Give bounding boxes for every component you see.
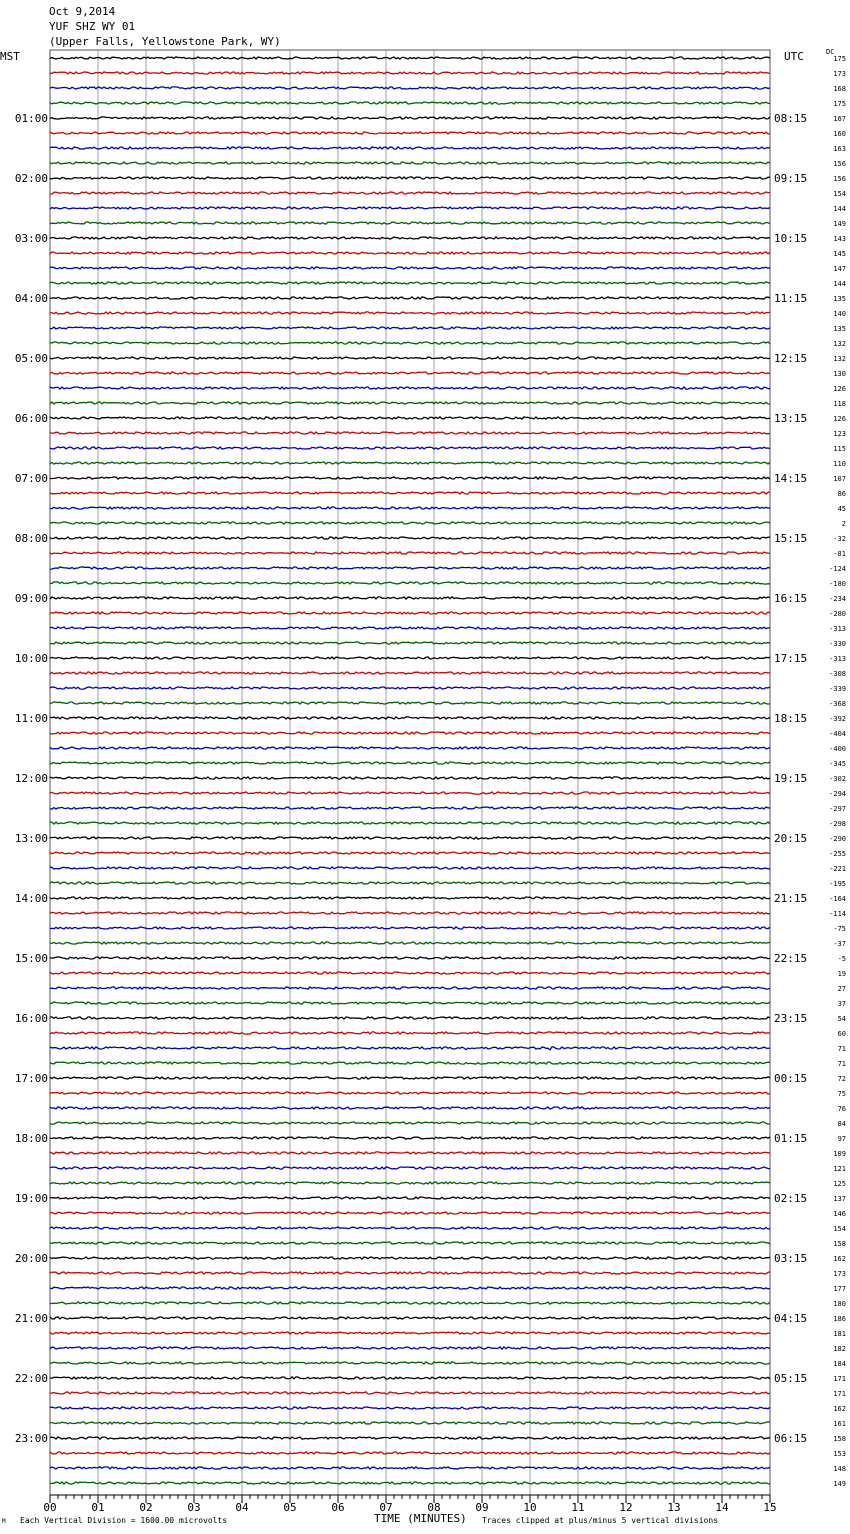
trace-line [50, 57, 770, 59]
dc-offset-label: -255 [829, 850, 846, 858]
trace-line [50, 597, 770, 599]
trace-line [50, 957, 770, 959]
dc-offset-label: 107 [833, 475, 846, 483]
dc-offset-label: -124 [829, 565, 846, 573]
trace-line [50, 1047, 770, 1050]
dc-offset-label: -114 [829, 910, 846, 918]
dc-offset-label: 149 [833, 1480, 846, 1488]
trace-line [50, 162, 770, 164]
x-axis-label: TIME (MINUTES) [374, 1512, 467, 1525]
dc-offset-label: -37 [833, 940, 846, 948]
trace-line [50, 777, 770, 779]
dc-offset-label: 54 [837, 1015, 846, 1023]
trace-line [50, 1482, 770, 1484]
trace-line [50, 1077, 770, 1079]
trace-line [50, 747, 770, 749]
trace-line [50, 1377, 770, 1379]
dc-offset-label: 86 [837, 490, 846, 498]
dc-offset-label: 149 [833, 220, 846, 228]
station-code: YUF SHZ WY 01 [49, 20, 136, 33]
trace-line [50, 117, 770, 119]
trace-line [50, 1197, 770, 1199]
hour-label-left: 11:00 [14, 712, 48, 725]
dc-offset-label: -400 [829, 745, 846, 753]
dc-offset-label: 143 [833, 235, 846, 243]
hour-label-left: 17:00 [14, 1072, 48, 1085]
dc-offset-label: 163 [833, 145, 846, 153]
dc-offset-label: 126 [833, 415, 846, 423]
dc-offset-label: 19 [837, 970, 846, 978]
trace-line [50, 1347, 770, 1349]
x-tick-label: 09 [475, 1501, 489, 1514]
hour-label-left: 10:00 [14, 652, 48, 665]
trace-line [50, 1272, 770, 1274]
trace-line [50, 222, 770, 224]
dc-offset-label: 137 [833, 1195, 846, 1203]
dc-offset-label: 37 [837, 1000, 846, 1008]
dc-offset-label: 60 [837, 1030, 846, 1038]
hour-label-left: 22:00 [14, 1372, 48, 1385]
dc-offset-label: -32 [833, 535, 846, 543]
trace-line [50, 462, 770, 464]
trace-line [50, 762, 770, 764]
hour-label-right: 20:15 [774, 832, 808, 845]
hour-label-left: 15:00 [14, 952, 48, 965]
x-tick-label: 05 [283, 1501, 297, 1514]
trace-line [50, 582, 770, 584]
hour-label-left: 09:00 [14, 592, 48, 605]
dc-offset-label: 160 [833, 130, 846, 138]
hour-label-right: 16:15 [774, 592, 808, 605]
trace-line [50, 1212, 770, 1214]
trace-line [50, 1092, 770, 1094]
trace-line [50, 912, 770, 914]
hour-label-right: 04:15 [774, 1312, 808, 1325]
dc-offset-label: 154 [833, 1225, 846, 1233]
trace-line [50, 327, 770, 329]
trace-line [50, 207, 770, 209]
trace-line [50, 1422, 770, 1424]
hour-label-right: 21:15 [774, 892, 808, 905]
dc-offset-label: -221 [829, 865, 846, 873]
trace-line [50, 1227, 770, 1229]
trace-line [50, 387, 770, 389]
dc-offset-label: 72 [837, 1075, 846, 1083]
hour-label-right: 10:15 [774, 232, 808, 245]
dc-offset-label: 115 [833, 445, 846, 453]
trace-line [50, 297, 770, 299]
dc-offset-label: 132 [833, 355, 846, 363]
trace-line [50, 987, 770, 989]
trace-line [50, 252, 770, 254]
trace-line [50, 1107, 770, 1109]
trace-line [50, 642, 770, 644]
dc-offset-label: -302 [829, 775, 846, 783]
dc-offset-label: 121 [833, 1165, 846, 1173]
dc-offset-label: 177 [833, 1285, 846, 1293]
dc-offset-label: -392 [829, 715, 846, 723]
trace-line [50, 102, 770, 104]
x-tick-label: 07 [379, 1501, 393, 1514]
trace-line [50, 657, 770, 659]
dc-offset-label: -280 [829, 610, 846, 618]
trace-line [50, 1317, 770, 1319]
x-tick-label: 12 [619, 1501, 633, 1514]
hour-label-right: 09:15 [774, 172, 808, 185]
dc-offset-label: -75 [833, 925, 846, 933]
dc-offset-label: 146 [833, 1210, 846, 1218]
trace-line [50, 672, 770, 674]
trace-line [50, 1332, 770, 1334]
x-tick-label: 02 [139, 1501, 153, 1514]
hour-label-right: 03:15 [774, 1252, 808, 1265]
trace-line [50, 852, 770, 854]
trace-line [50, 357, 770, 359]
dc-offset-label: 175 [833, 100, 846, 108]
x-tick-label: 00 [43, 1501, 57, 1514]
dc-offset-label: 110 [833, 460, 846, 468]
trace-line [50, 732, 770, 734]
dc-offset-label: 27 [837, 985, 846, 993]
trace-line [50, 1062, 770, 1064]
trace-line [50, 822, 770, 824]
dc-offset-label: -298 [829, 820, 846, 828]
trace-line [50, 1152, 770, 1154]
hour-label-right: 12:15 [774, 352, 808, 365]
dc-offset-label: -195 [829, 880, 846, 888]
trace-line [50, 627, 770, 629]
dc-offset-label: 168 [833, 85, 846, 93]
dc-offset-label: 173 [833, 70, 846, 78]
hour-label-left: 04:00 [14, 292, 48, 305]
dc-offset-label: -234 [829, 595, 846, 603]
trace-line [50, 867, 770, 869]
trace-line [50, 132, 770, 134]
trace-line [50, 567, 770, 569]
hour-label-right: 02:15 [774, 1192, 808, 1205]
hour-label-right: 15:15 [774, 532, 808, 545]
x-tick-label: 08 [427, 1501, 441, 1514]
dc-offset-label: -368 [829, 700, 846, 708]
hour-label-left: 07:00 [14, 472, 48, 485]
dc-offset-label: 84 [837, 1120, 846, 1128]
dc-offset-label: 140 [833, 310, 846, 318]
hour-label-right: 22:15 [774, 952, 808, 965]
x-tick-label: 13 [667, 1501, 681, 1514]
x-tick-label: 15 [763, 1501, 777, 1514]
x-tick-label: 01 [91, 1501, 105, 1514]
hour-label-left: 19:00 [14, 1192, 48, 1205]
trace-line [50, 1017, 770, 1019]
hour-label-right: 00:15 [774, 1072, 808, 1085]
dc-offset-label: 175 [833, 55, 846, 63]
x-tick-label: 14 [715, 1501, 729, 1514]
dc-offset-label: 97 [837, 1135, 846, 1143]
dc-offset-label: 125 [833, 1180, 846, 1188]
dc-offset-label: -297 [829, 805, 846, 813]
trace-line [50, 1167, 770, 1169]
dc-offset-label: 173 [833, 1270, 846, 1278]
hour-label-left: 01:00 [14, 112, 48, 125]
trace-line [50, 837, 770, 839]
hour-label-right: 13:15 [774, 412, 808, 425]
dc-offset-label: 45 [837, 505, 846, 513]
left-timezone-label: MST [0, 50, 20, 63]
x-tick-label: 03 [187, 1501, 201, 1514]
hour-label-left: 06:00 [14, 412, 48, 425]
trace-line [50, 687, 770, 689]
hour-label-left: 20:00 [14, 1252, 48, 1265]
dc-offset-label: -164 [829, 895, 846, 903]
trace-line [50, 1257, 770, 1259]
trace-line [50, 972, 770, 974]
hour-label-left: 14:00 [14, 892, 48, 905]
dc-offset-label: 135 [833, 295, 846, 303]
hour-label-left: 03:00 [14, 232, 48, 245]
hour-label-left: 13:00 [14, 832, 48, 845]
dc-offset-label: -81 [833, 550, 846, 558]
trace-line [50, 492, 770, 494]
trace-line [50, 702, 770, 704]
dc-offset-label: -5 [837, 955, 846, 963]
dc-offset-label: 184 [833, 1360, 846, 1368]
dc-offset-label: -404 [829, 730, 846, 738]
trace-line [50, 1002, 770, 1004]
dc-offset-label: -330 [829, 640, 846, 648]
dc-offset-label: 123 [833, 430, 846, 438]
trace-line [50, 792, 770, 794]
trace-line [50, 612, 770, 614]
trace-line [50, 942, 770, 944]
dc-offset-label: -294 [829, 790, 846, 798]
dc-offset-label: 109 [833, 1150, 846, 1158]
dc-offset-label: 147 [833, 265, 846, 273]
dc-offset-label: 158 [833, 1435, 846, 1443]
dc-offset-label: 153 [833, 1450, 846, 1458]
trace-line [50, 87, 770, 89]
dc-offset-label: 2 [841, 520, 846, 528]
trace-line [50, 1302, 770, 1304]
hour-label-left: 05:00 [14, 352, 48, 365]
trace-line [50, 1242, 770, 1244]
hour-label-right: 01:15 [774, 1132, 808, 1145]
trace-line [50, 1467, 770, 1469]
scale-note: Each Vertical Division = 1600.00 microvolts [20, 1516, 228, 1525]
x-tick-label: 10 [523, 1501, 537, 1514]
dc-offset-label: 130 [833, 370, 846, 378]
dc-offset-label: 76 [837, 1105, 846, 1113]
dc-offset-label: 126 [833, 385, 846, 393]
hour-label-right: 14:15 [774, 472, 808, 485]
trace-line [50, 477, 770, 479]
trace-line [50, 1137, 770, 1139]
dc-offset-label: -290 [829, 835, 846, 843]
trace-line [50, 1452, 770, 1454]
hour-label-right: 11:15 [774, 292, 808, 305]
dc-offset-label: 135 [833, 325, 846, 333]
trace-line [50, 402, 770, 404]
hour-label-right: 17:15 [774, 652, 808, 665]
dc-offset-label: -180 [829, 580, 846, 588]
trace-line [50, 507, 770, 509]
dc-offset-label: 167 [833, 115, 846, 123]
dc-offset-label: -313 [829, 655, 846, 663]
dc-offset-label: 156 [833, 160, 846, 168]
clip-note: Traces clipped at plus/minus 5 vertical divisions [482, 1516, 719, 1525]
trace-line [50, 552, 770, 554]
station-location: (Upper Falls, Yellowstone Park, WY) [49, 35, 281, 48]
trace-line [50, 1032, 770, 1034]
dc-offset-label: 181 [833, 1330, 846, 1338]
trace-line [50, 717, 770, 719]
trace-line [50, 432, 770, 434]
hour-label-right: 06:15 [774, 1432, 808, 1445]
trace-line [50, 447, 770, 449]
trace-line [50, 267, 770, 269]
trace-line [50, 72, 770, 74]
x-tick-label: 11 [571, 1501, 585, 1514]
trace-line [50, 282, 770, 284]
trace-line [50, 882, 770, 884]
trace-line [50, 192, 770, 194]
trace-line [50, 1362, 770, 1364]
trace-line [50, 147, 770, 149]
trace-line [50, 927, 770, 929]
dc-offset-label: 186 [833, 1315, 846, 1323]
trace-line [50, 1287, 770, 1289]
hour-label-right: 05:15 [774, 1372, 808, 1385]
dc-offset-label: -345 [829, 760, 846, 768]
trace-line [50, 897, 770, 899]
dc-offset-label: 144 [833, 205, 846, 213]
corner-mark: M [2, 1518, 6, 1525]
dc-offset-label: 162 [833, 1255, 846, 1263]
trace-line [50, 237, 770, 239]
hour-label-left: 16:00 [14, 1012, 48, 1025]
hour-label-right: 18:15 [774, 712, 808, 725]
dc-offset-label: -313 [829, 625, 846, 633]
trace-line [50, 522, 770, 524]
hour-label-left: 12:00 [14, 772, 48, 785]
trace-line [50, 312, 770, 314]
hour-label-left: 21:00 [14, 1312, 48, 1325]
dc-offset-label: 162 [833, 1405, 846, 1413]
trace-line [50, 177, 770, 179]
trace-line [50, 417, 770, 419]
trace-line [50, 342, 770, 344]
hour-label-right: 23:15 [774, 1012, 808, 1025]
hour-label-left: 08:00 [14, 532, 48, 545]
hour-label-left: 23:00 [14, 1432, 48, 1445]
dc-offset-label: -308 [829, 670, 846, 678]
hour-label-left: 18:00 [14, 1132, 48, 1145]
right-timezone-label: UTC [784, 50, 804, 63]
dc-offset-label: 132 [833, 340, 846, 348]
trace-line [50, 537, 770, 539]
hour-label-right: 19:15 [774, 772, 808, 785]
dc-offset-label: 154 [833, 190, 846, 198]
dc-offset-label: 161 [833, 1420, 846, 1428]
dc-offset-label: 145 [833, 250, 846, 258]
dc-offset-label: 156 [833, 175, 846, 183]
record-date: Oct 9,2014 [49, 5, 116, 18]
dc-offset-label: 171 [833, 1375, 846, 1383]
trace-line [50, 1407, 770, 1409]
dc-offset-label: 148 [833, 1465, 846, 1473]
dc-offset-label: 182 [833, 1345, 846, 1353]
dc-offset-label: -339 [829, 685, 846, 693]
dc-offset-label: 180 [833, 1300, 846, 1308]
trace-line [50, 1392, 770, 1394]
trace-line [50, 1182, 770, 1184]
dc-offset-label: 158 [833, 1240, 846, 1248]
hour-label-left: 02:00 [14, 172, 48, 185]
dc-offset-label: 71 [837, 1060, 846, 1068]
x-tick-label: 04 [235, 1501, 249, 1514]
hour-label-right: 08:15 [774, 112, 808, 125]
trace-line [50, 807, 770, 809]
dc-offset-label: 144 [833, 280, 846, 288]
dc-offset-label: 75 [837, 1090, 846, 1098]
dc-offset-header: DC [826, 48, 835, 56]
dc-offset-label: 118 [833, 400, 846, 408]
trace-line [50, 1122, 770, 1124]
trace-line [50, 1437, 770, 1439]
dc-offset-label: 71 [837, 1045, 846, 1053]
x-tick-label: 06 [331, 1501, 345, 1514]
trace-line [50, 372, 770, 374]
dc-offset-label: 171 [833, 1390, 846, 1398]
